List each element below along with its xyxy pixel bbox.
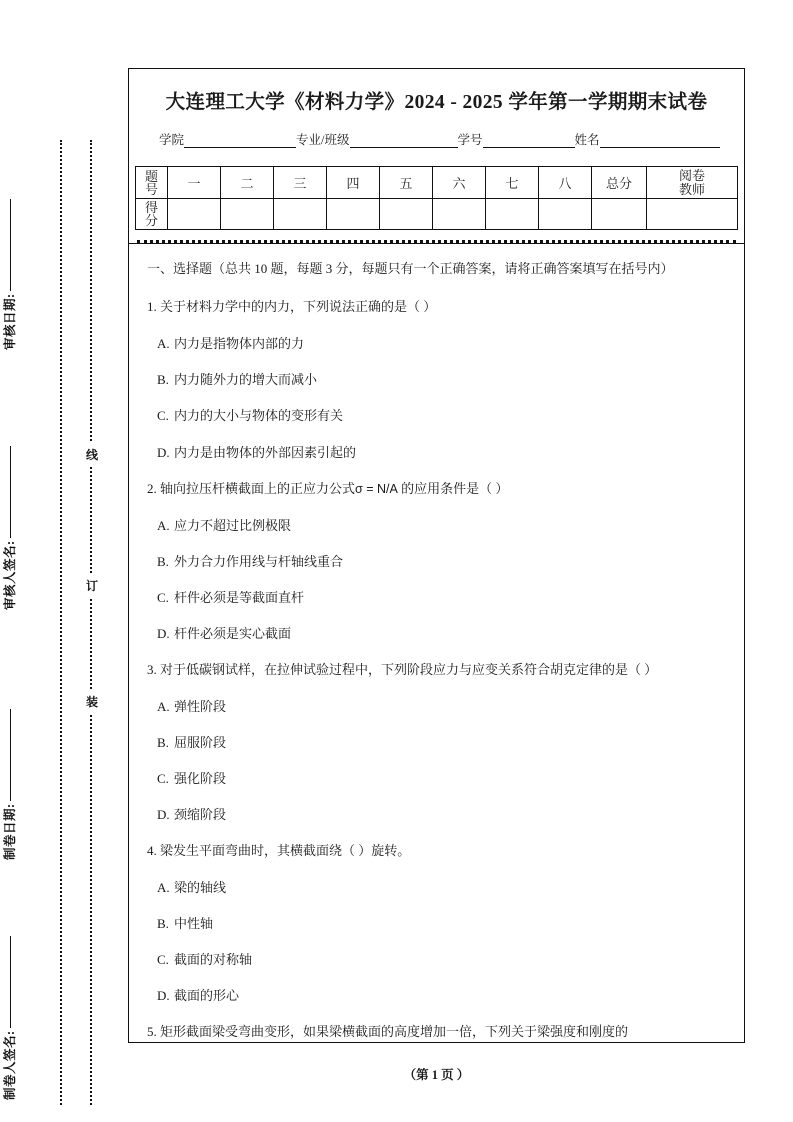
score-cell-6[interactable] <box>433 199 486 230</box>
header-dotted-separator <box>137 240 736 243</box>
page-footer: （第 1 页 ） <box>403 1068 470 1082</box>
question-2-text-pre: 轴向拉压杆横截面上的正应力公式 <box>160 480 356 496</box>
score-cell-4[interactable] <box>327 199 380 230</box>
binding-seam-outer <box>60 140 62 1105</box>
question-4-option-c-text: 截面的对称轴 <box>174 952 253 968</box>
field-college-label: 学院 <box>159 133 185 147</box>
question-2-option-d-letter: D. <box>157 625 170 641</box>
margin-label-reviewer-signature-text: 审核人签名: <box>3 540 17 610</box>
score-cell-1[interactable] <box>168 199 221 230</box>
field-name-label: 姓名 <box>574 133 600 147</box>
field-student-id[interactable] <box>458 130 575 148</box>
question-3-option-c-letter: C. <box>157 771 169 787</box>
score-cell-grader[interactable] <box>647 199 738 230</box>
margin-label-production-date-text: 制卷日期: <box>3 803 17 860</box>
field-college-blank[interactable] <box>184 134 296 148</box>
question-2-number: 2. <box>147 480 157 496</box>
score-table-col-4: 四 <box>327 167 380 199</box>
margin-label-production-date-rule <box>10 709 11 801</box>
question-1-option-c-letter: C. <box>157 408 169 424</box>
field-major-class[interactable] <box>296 130 457 148</box>
score-table-col-total: 总分 <box>592 167 647 199</box>
question-3-option-b-letter: B. <box>157 735 169 751</box>
question-2-formula: σ = N/A <box>355 481 398 496</box>
question-3-stem <box>147 659 730 680</box>
question-4-number: 4. <box>147 843 157 859</box>
question-4-option-b-text: 中性轴 <box>174 916 214 932</box>
seam-char-bind: 装 <box>83 690 101 713</box>
question-1-option-d[interactable] <box>157 442 730 463</box>
margin-label-producer-signature <box>0 800 18 1100</box>
table-row-scores <box>136 199 738 230</box>
question-1-option-d-text: 内力是由物体的外部因素引起的 <box>174 444 357 460</box>
question-3-option-c-text: 强化阶段 <box>174 771 227 787</box>
question-4-option-c[interactable] <box>157 949 730 970</box>
question-1-option-a-text: 内力是指物体内部的力 <box>174 336 305 352</box>
margin-label-producer-signature-rule <box>10 936 11 1028</box>
margin-label-review-date <box>0 50 18 350</box>
question-5-stem <box>147 1021 730 1042</box>
question-4-option-d-text: 截面的形心 <box>174 988 240 1004</box>
score-cell-2[interactable] <box>221 199 274 230</box>
question-body <box>129 244 744 1042</box>
question-5-number: 5. <box>147 1024 157 1040</box>
score-table-col-8: 八 <box>539 167 592 199</box>
question-4-option-b[interactable] <box>157 913 730 934</box>
question-1-number: 1. <box>147 299 157 315</box>
question-4-option-d[interactable] <box>157 985 730 1006</box>
row-label-score-line2: 分 <box>144 213 158 229</box>
row-label-score-line1: 得 <box>144 200 158 216</box>
score-cell-total[interactable] <box>592 199 647 230</box>
score-cell-3[interactable] <box>274 199 327 230</box>
exam-header-block <box>129 69 744 244</box>
question-3-text: 对于低碳钢试样，在拉伸试验过程中，下列阶段应力与应变关系符合胡克定律的是（ ） <box>160 662 658 677</box>
row-label-question-line2: 号 <box>144 181 158 197</box>
question-1-option-c[interactable] <box>157 405 730 426</box>
question-2-option-c[interactable] <box>157 587 730 608</box>
score-table <box>135 166 738 230</box>
score-cell-5[interactable] <box>380 199 433 230</box>
question-3-option-d-text: 颈缩阶段 <box>174 807 227 823</box>
question-4-option-c-letter: C. <box>157 952 169 968</box>
question-3-option-a-text: 弹性阶段 <box>174 699 227 715</box>
row-label-question-line1: 题 <box>144 168 158 184</box>
exam-paper-frame <box>128 68 745 1043</box>
question-2-text-post: 的应用条件是（ ） <box>401 480 509 496</box>
question-4-option-b-letter: B. <box>157 916 169 932</box>
question-4-stem <box>147 840 730 861</box>
question-4-option-a-letter: A. <box>157 880 170 896</box>
question-2-option-a-text: 应力不超过比例极限 <box>174 517 292 533</box>
question-3-option-b-text: 屈服阶段 <box>174 735 227 751</box>
question-3-option-a-letter: A. <box>157 699 170 715</box>
field-major-class-blank[interactable] <box>350 134 458 148</box>
score-table-col-3: 三 <box>274 167 327 199</box>
question-4-option-a-text: 梁的轴线 <box>174 880 227 896</box>
question-2-option-b-letter: B. <box>157 553 169 569</box>
question-1-option-a-letter: A. <box>157 336 170 352</box>
question-3-option-b[interactable] <box>157 732 730 753</box>
question-2-option-c-letter: C. <box>157 589 169 605</box>
question-3-option-a[interactable] <box>157 696 730 717</box>
seam-char-order: 订 <box>83 574 101 597</box>
question-3-option-c[interactable] <box>157 768 730 789</box>
score-table-row-label-score <box>136 199 168 230</box>
section-heading-choice: 一、选择题（总共 10 题，每题 3 分，每题只有一个正确答案，请将正确答案填写在括号内） <box>147 261 674 277</box>
question-1-option-d-letter: D. <box>157 444 170 460</box>
field-name[interactable] <box>575 130 720 148</box>
question-2-option-a-letter: A. <box>157 517 170 533</box>
field-student-id-label: 学号 <box>457 133 483 147</box>
binding-seam-inner <box>90 140 92 1105</box>
seam-char-line: 线 <box>83 443 101 466</box>
question-1-text: 关于材料力学中的内力，下列说法正确的是（ ） <box>160 299 437 315</box>
question-5-text: 矩形截面梁受弯曲变形，如果梁横截面的高度增加一倍，下列关于梁强度和刚度的 <box>160 1024 629 1040</box>
margin-label-reviewer-signature-rule <box>10 446 11 538</box>
question-3-number: 3. <box>147 662 157 677</box>
question-4-option-d-letter: D. <box>157 988 170 1004</box>
margin-label-review-date-rule <box>10 199 11 291</box>
question-2-option-a[interactable] <box>157 515 730 536</box>
question-1-option-b-letter: B. <box>157 372 169 388</box>
question-4-option-a[interactable] <box>157 877 730 898</box>
question-4-text: 梁发生平面弯曲时，其横截面绕（ ）旋转。 <box>160 843 411 859</box>
score-table-col-7: 七 <box>486 167 539 199</box>
question-1-option-a[interactable] <box>157 333 730 354</box>
field-college[interactable] <box>159 130 296 148</box>
score-table-container <box>129 152 744 240</box>
question-3-option-d-letter: D. <box>157 807 170 823</box>
score-table-col-grader <box>647 167 738 199</box>
grader-label-line2: 教师 <box>678 181 705 197</box>
question-1-stem <box>147 296 730 317</box>
score-cell-8[interactable] <box>539 199 592 230</box>
field-student-id-blank[interactable] <box>483 134 575 148</box>
score-table-col-5: 五 <box>380 167 433 199</box>
student-identity-fields <box>129 118 744 152</box>
question-2-stem <box>147 478 730 499</box>
score-cell-7[interactable] <box>486 199 539 230</box>
question-1-option-b[interactable] <box>157 369 730 390</box>
question-3-option-d[interactable] <box>157 804 730 825</box>
score-table-row-label-question <box>136 167 168 199</box>
score-table-col-6: 六 <box>433 167 486 199</box>
table-row-question-numbers <box>136 167 738 199</box>
score-table-col-1: 一 <box>168 167 221 199</box>
question-2-option-c-text: 杆件必须是等截面直杆 <box>174 589 305 605</box>
question-1-option-b-text: 内力随外力的增大而减小 <box>174 372 318 388</box>
question-2-option-b[interactable] <box>157 551 730 572</box>
score-table-col-2: 二 <box>221 167 274 199</box>
question-2-option-b-text: 外力合力作用线与杆轴线重合 <box>174 553 344 569</box>
grader-label-line1: 阅卷 <box>678 168 705 183</box>
field-major-class-label: 专业/班级 <box>296 133 350 147</box>
margin-label-review-date-text: 审核日期: <box>3 293 17 350</box>
field-name-blank[interactable] <box>600 134 720 148</box>
question-1-option-c-text: 内力的大小与物体的变形有关 <box>174 408 344 424</box>
question-2-option-d[interactable] <box>157 623 730 644</box>
question-2-option-d-text: 杆件必须是实心截面 <box>174 625 292 641</box>
margin-label-producer-signature-text: 制卷人签名: <box>3 1030 17 1100</box>
page-title: 大连理工大学《材料力学》2024 - 2025 学年第一学期期末试卷 <box>165 92 708 113</box>
left-margin-apparatus <box>0 0 120 1122</box>
